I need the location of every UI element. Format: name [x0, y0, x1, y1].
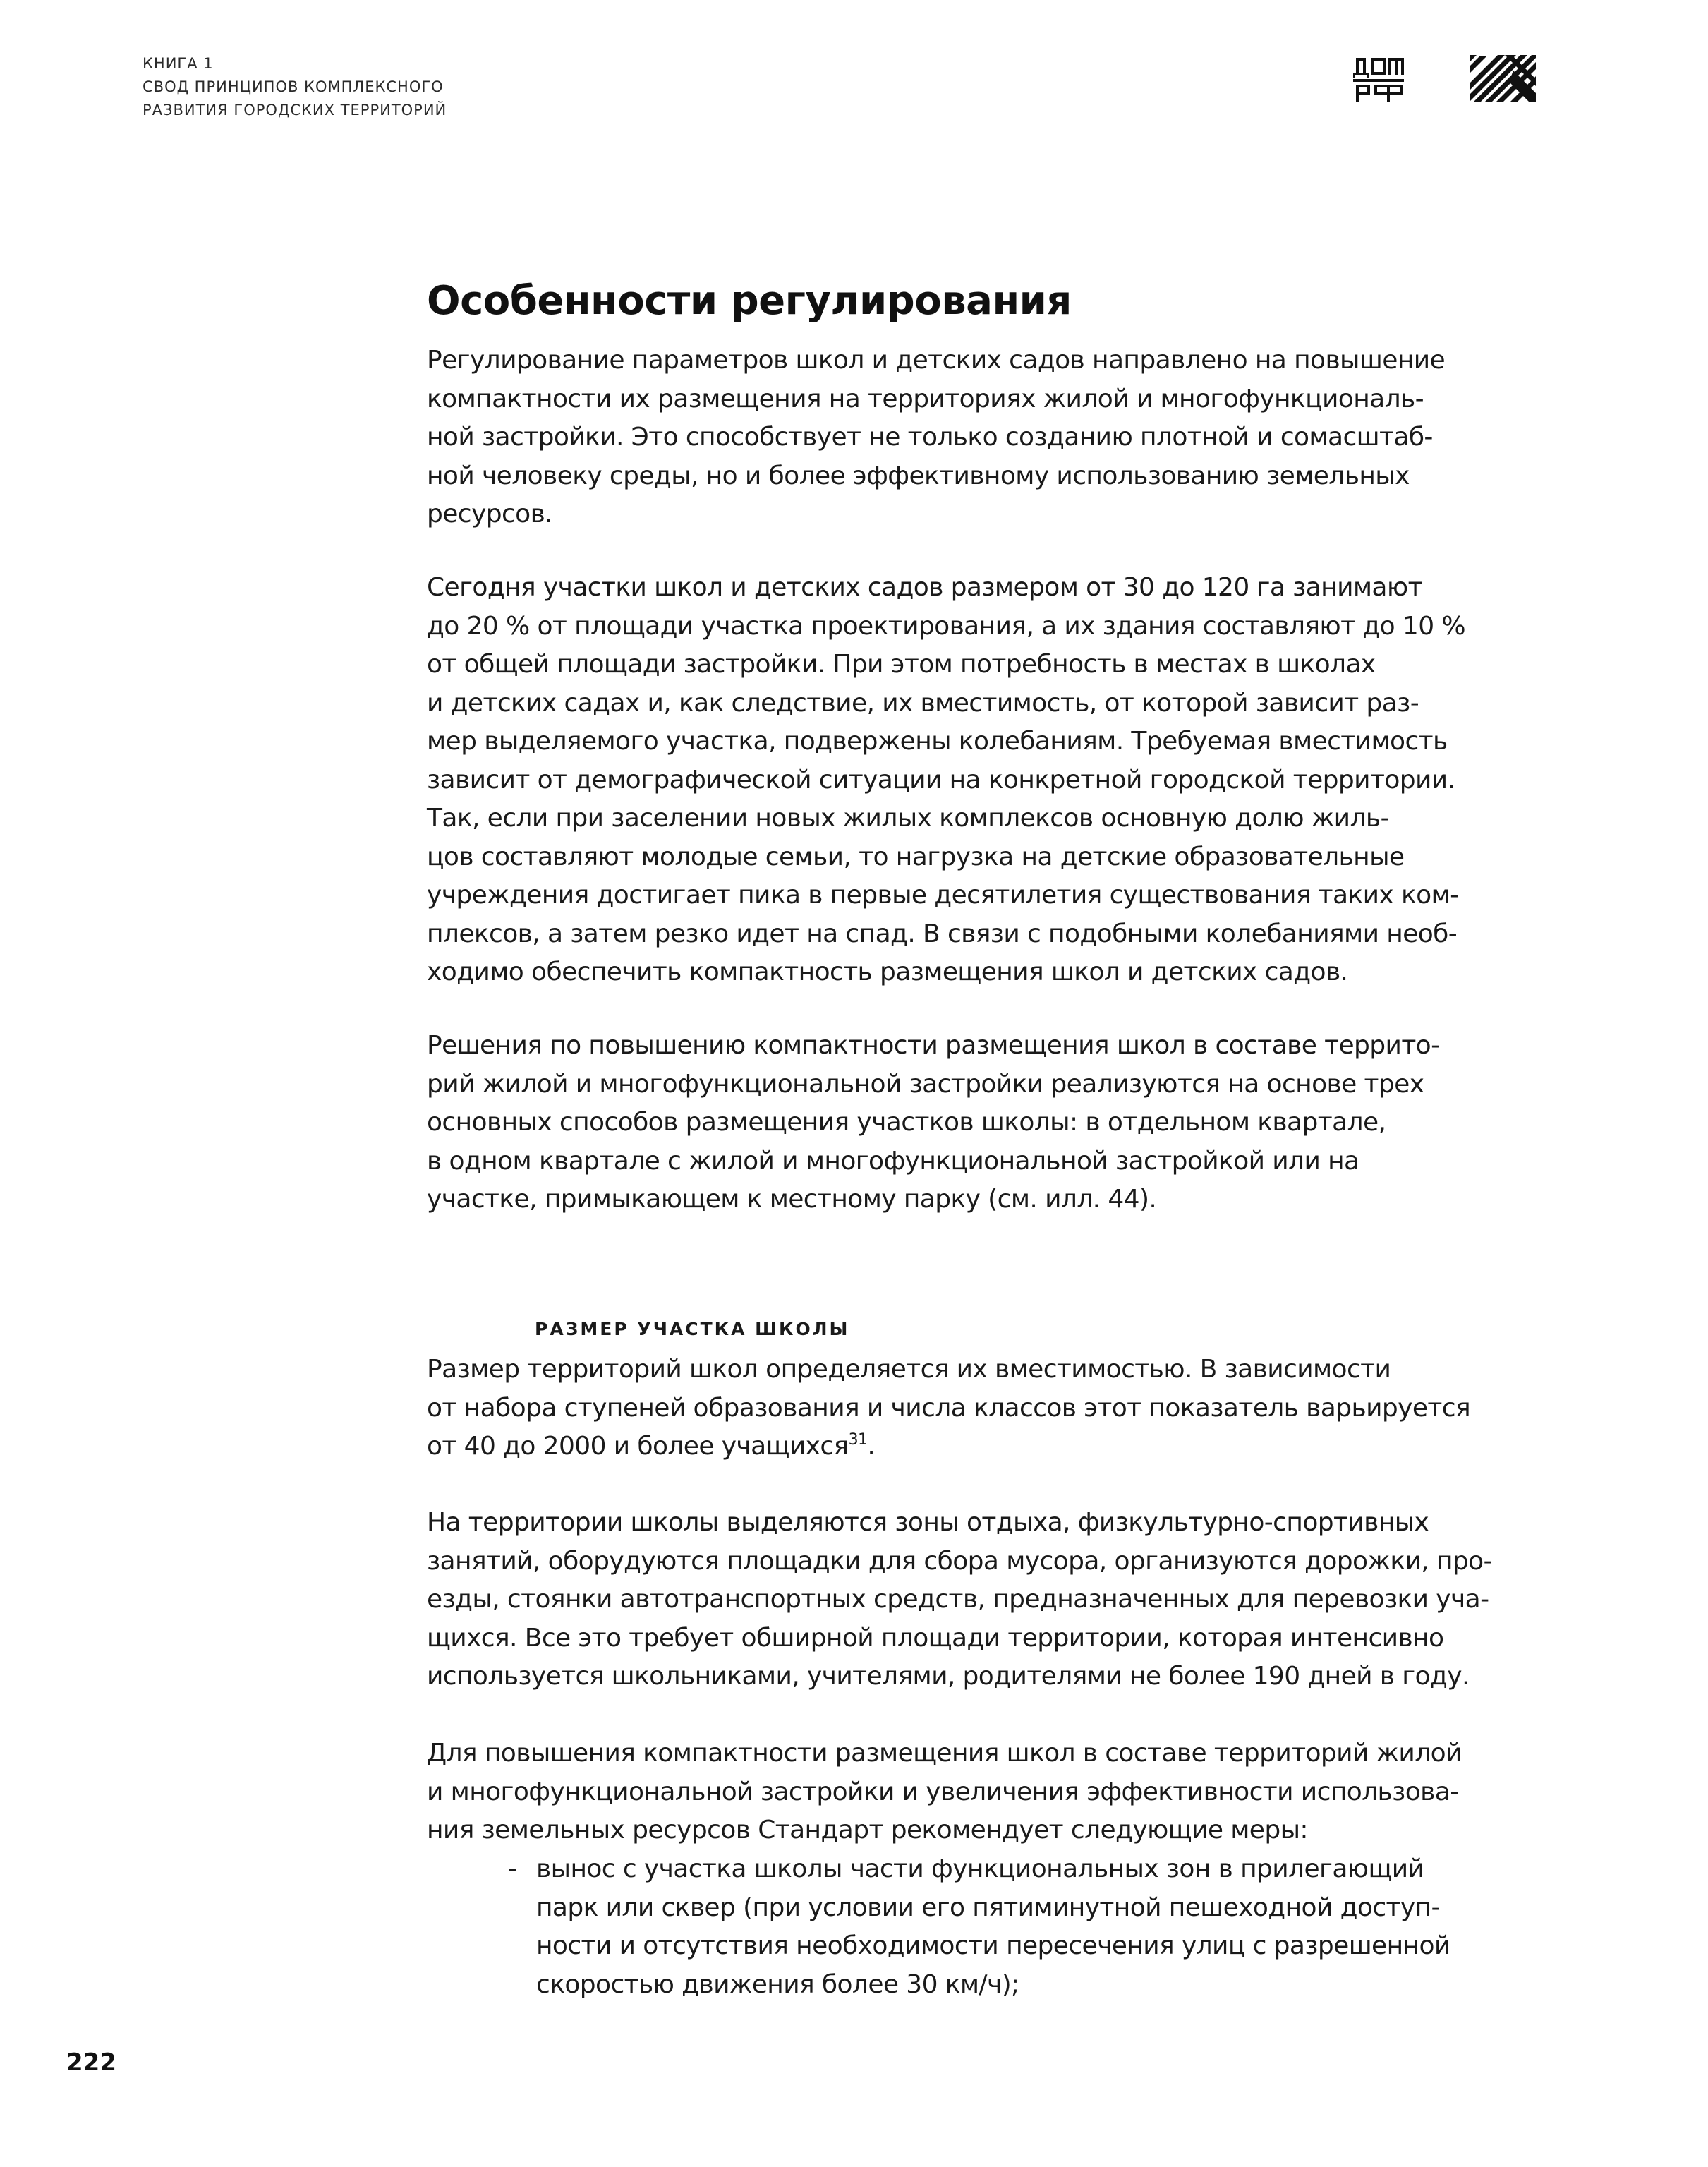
header-line-title-1: СВОД ПРИНЦИПОВ КОМПЛЕКСНОГО — [143, 78, 444, 95]
text-line: Регулирование параметров школ и детских садов направлено на повышение — [427, 346, 1446, 375]
text-line — [427, 1427, 1470, 1466]
bullet-text — [536, 1850, 1450, 2004]
pattern-logo — [1470, 55, 1536, 102]
text-line: занятий, оборудуются площадки для сбора мусора, организуются дорожки, про- — [427, 1546, 1492, 1576]
text-line: На территории школы выделяются зоны отдыха, физкультурно-спортивных — [427, 1508, 1429, 1537]
text-line: Для повышения компактности размещения школ в составе территорий жилой — [427, 1739, 1462, 1768]
text-line: используется школьниками, учителями, родителями не более 190 дней в году. — [427, 1662, 1470, 1691]
text-line: и детских садах и, как следствие, их вместимость, от которой зависит раз- — [427, 688, 1419, 718]
text-line: вынос с участка школы части функциональных зон в прилегающий — [536, 1854, 1424, 1883]
paragraph-recommendations — [427, 1734, 1462, 1850]
text-line: от набора ступеней образования и числа классов этот показатель варьируется — [427, 1393, 1471, 1423]
text-line: мер выделяемого участка, подвержены колебаниям. Требуемая вместимость — [427, 727, 1448, 756]
text-line: ходимо обеспечить компактность размещения школ и детских садов. — [427, 958, 1348, 986]
text-line: цов составляют молодые семьи, то нагрузка на детские образовательные — [427, 842, 1405, 871]
text-line: ной человеку среды, но и более эффективному использованию земельных — [427, 461, 1410, 490]
text-line: участке, примыкающем к местному парку (см. илл. 44). — [427, 1185, 1157, 1214]
text-fragment: от 40 до 2000 и более учащихся — [427, 1432, 849, 1461]
text-line: рий жилой и многофункциональной застройки реализуются на основе трех — [427, 1069, 1424, 1099]
text-line: плексов, а затем резко идет на спад. В связи с подобными колебаниями необ- — [427, 919, 1458, 948]
page-number: 222 — [66, 2048, 116, 2077]
header-line-title-2: РАЗВИТИЯ ГОРОДСКИХ ТЕРРИТОРИЙ — [143, 102, 447, 119]
text-line: парк или сквер (при условии его пятиминутной пешеходной доступ- — [536, 1893, 1440, 1922]
text-line: щихся. Все это требует обширной площади территории, которая интенсивно — [427, 1623, 1444, 1653]
paragraph-school-size — [427, 1351, 1470, 1466]
bullet-dash: - — [508, 1854, 517, 1883]
paragraph-regulation-intro — [427, 342, 1445, 534]
subheading-school-plot-size: РАЗМЕР УЧАСТКА ШКОЛЫ — [535, 1319, 850, 1339]
text-line: до 20 % от площади участка проектирования, а их здания составляют до 10 % — [427, 611, 1465, 641]
text-line: ресурсов. — [427, 500, 553, 529]
paragraph-placement-solutions — [427, 1027, 1440, 1219]
header-line-book: КНИГА 1 — [143, 55, 214, 72]
text-line: зависит от демографической ситуации на конкретной городской территории. — [427, 765, 1455, 795]
text-fragment: . — [867, 1432, 876, 1461]
text-line: ности и отсутствия необходимости пересечения улиц с разрешенной — [536, 1931, 1450, 1960]
dom-rf-logo — [1353, 55, 1404, 103]
text-line: основных способов размещения участков школы: в отдельном квартале, — [427, 1108, 1386, 1137]
text-line: Так, если при заселении новых жилых комплексов основную долю жиль- — [427, 804, 1389, 833]
paragraph-school-zones — [427, 1504, 1492, 1696]
section-title: Особенности регулирования — [427, 278, 1072, 324]
text-line: учреждения достигает пика в первые десятилетия существования таких ком- — [427, 881, 1459, 910]
text-line: скоростью движения более 30 км/ч); — [536, 1969, 1019, 1999]
running-header — [143, 52, 447, 122]
text-line: езды, стоянки автотранспортных средств, предназначенных для перевозки уча- — [427, 1585, 1489, 1614]
text-line: в одном квартале с жилой и многофункциональной застройкой или на — [427, 1146, 1359, 1176]
text-line: Размер территорий школ определяется их вместимостью. В зависимости — [427, 1355, 1391, 1384]
text-line: компактности их размещения на территориях жилой и многофункциональ- — [427, 384, 1424, 414]
text-line: от общей площади застройки. При этом потребность в местах в школах — [427, 650, 1376, 679]
text-line: Решения по повышению компактности размещения школ в составе террито- — [427, 1031, 1440, 1060]
paragraph-current-situation — [427, 569, 1465, 992]
text-line: ной застройки. Это способствует не только созданию плотной и сомасштаб- — [427, 423, 1433, 452]
text-line: и многофункциональной застройки и увеличения эффективности использова- — [427, 1777, 1459, 1806]
text-line: ния земельных ресурсов Стандарт рекомендует следующие меры: — [427, 1816, 1308, 1845]
footnote-marker: 31 — [848, 1431, 868, 1449]
text-line: Сегодня участки школ и детских садов размером от 30 до 120 га занимают — [427, 573, 1422, 602]
